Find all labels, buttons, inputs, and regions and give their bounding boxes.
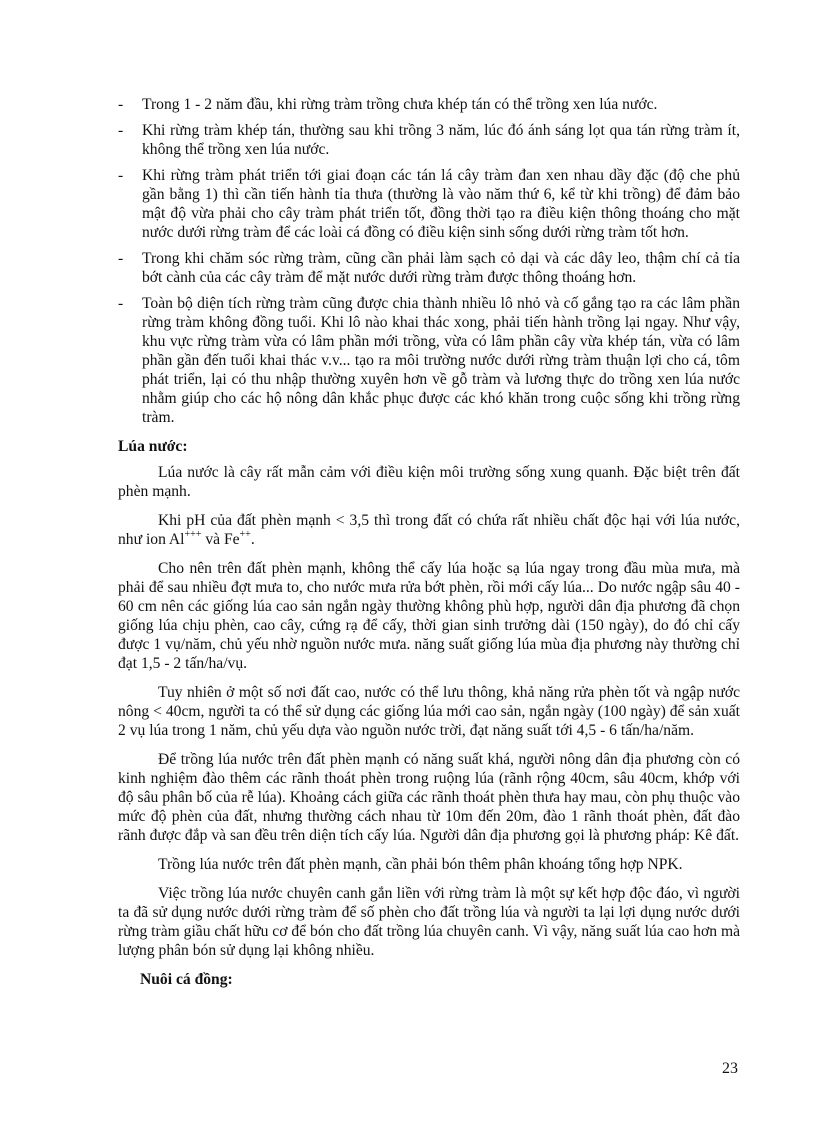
list-item xyxy=(118,95,740,114)
paragraph-ph xyxy=(118,511,740,549)
bullet-list xyxy=(118,95,740,434)
bullet-dash: - xyxy=(118,122,124,139)
paragraph-ph-text: Khi pH của đất phèn mạnh < 3,5 thì trong đất có chứa rất nhiều chất độc hại với lúa nước, như ion Al xyxy=(118,512,740,548)
page-number: 23 xyxy=(722,1060,738,1077)
rice-heading: Lúa nước: xyxy=(118,438,188,455)
paragraph: Lúa nước là cây rất mẫn cảm với điều kiện môi trường sống xung quanh. Đặc biệt trên đất phèn mạnh. xyxy=(118,464,740,500)
bullet-text: Khi rừng tràm phát triển tới giai đoạn các tán lá cây tràm đan xen nhau dầy đặc (độ che phủ gần bằng 1) thì cần tiến hành tỉa thưa (thường là vào năm thứ 6, kể từ khi trồng) để đảm bảo mật độ vừa phải cho cây tràm phát triển tốt, đồng thời tạo ra điều kiện thông thoáng cho mặt nước dưới rừng tràm để các loài cá đồng có điều kiện sinh sống dưới rừng tràm tốt hơn. xyxy=(142,167,740,241)
fish-heading: Nuôi cá đồng: xyxy=(140,971,233,988)
bullet-text: Trong khi chăm sóc rừng tràm, cũng cần phải làm sạch cỏ dại và các dây leo, thậm chí cả tỉa bớt cành của các cây tràm để mặt nước dưới rừng tràm được thông thoáng hơn. xyxy=(142,250,740,286)
bullet-dash: - xyxy=(118,250,124,267)
bullet-text: Trong 1 - 2 năm đầu, khi rừng tràm trồng chưa khép tán có thể trồng xen lúa nước. xyxy=(142,96,658,113)
list-item xyxy=(118,121,740,159)
bullet-dash: - xyxy=(118,167,124,184)
paragraph-ph-mid: và Fe xyxy=(201,531,240,548)
bullet-dash: - xyxy=(118,96,124,113)
paragraph: Việc trồng lúa nước chuyên canh gắn liền với rừng tràm là một sự kết hợp độc đáo, vì người ta đã sử dụng nước dưới rừng tràm để số phèn cho đất trồng lúa và người ta lại lợi dụng nước dưới rừng tràm giầu chất hữu cơ để bón cho đất trồng lúa chuyên canh. Vì vậy, năng suất lúa cao hơn mà lượng phân bón sử dụng lại không nhiều. xyxy=(118,885,740,959)
bullet-text: Toàn bộ diện tích rừng tràm cũng được chia thành nhiều lô nhỏ và cố gắng tạo ra các lâm phần rừng tràm không đồng tuổi. Khi lô nào khai thác xong, phải tiến hành trồng lại ngay. Như vậy, khu vực rừng tràm vừa có lâm phần mới trồng, vừa có lâm phần cây vừa khép tán, vừa có lâm phần gần đến tuổi khai thác v.v... tạo ra môi trường nước dưới rừng tràm thuận lợi cho cá, tôm phát triển, lại có thu nhập thường xuyên hơn về gỗ tràm và lương thực do trồng xen lúa nước nhằm giúp cho các hộ nông dân khắc phục được các khó khăn trong cuộc sống khi trồng rừng tràm. xyxy=(142,295,740,426)
paragraph-ph-end: . xyxy=(250,531,255,548)
paragraph: Tuy nhiên ở một số nơi đất cao, nước có thể lưu thông, khả năng rửa phèn tốt và ngập nước nông < 40cm, người ta có thể sử dụng các giống lúa mới cao sản, ngắn ngày (100 ngày) để sản xuất 2 vụ lúa trong 1 năm, chủ yếu dựa vào nguồn nước trời, đạt năng suất tới 4,5 - 6 tấn/ha/năm. xyxy=(118,684,740,739)
bullet-text: Khi rừng tràm khép tán, thường sau khi trồng 3 năm, lúc đó ánh sáng lọt qua tán rừng tràm ít, không thể trồng xen lúa nước. xyxy=(142,122,740,158)
rice-section xyxy=(118,437,740,989)
list-item xyxy=(118,249,740,287)
list-item xyxy=(118,294,740,427)
fe-ion-charge: ++ xyxy=(239,529,251,540)
bullet-dash: - xyxy=(118,295,124,312)
paragraph: Cho nên trên đất phèn mạnh, không thể cấy lúa hoặc sạ lúa ngay trong đầu mùa mưa, mà phải để sau nhiều đợt mưa to, cho nước mưa rửa bớt phèn, rồi mới cấy lúa... Do nước ngập sâu 40 - 60 cm nên các giống lúa cao sản ngắn ngày thường không phù hợp, người dân địa phương đã chọn giống lúa chịu phèn, cao cây, cứng rạ để cấy, thời gian sinh trưởng dài (150 ngày), do đó chỉ cấy được 1 vụ/năm, chủ yếu nhờ nguồn nước mưa. năng suất giống lúa mùa địa phương này thường chỉ đạt 1,5 - 2 tấn/ha/vụ. xyxy=(118,560,740,672)
paragraph: Trồng lúa nước trên đất phèn mạnh, cần phải bón thêm phân khoáng tổng hợp NPK. xyxy=(158,856,683,873)
list-item xyxy=(118,166,740,242)
al-ion-charge: +++ xyxy=(184,529,202,540)
paragraph: Để trồng lúa nước trên đất phèn mạnh có năng suất khá, người nông dân địa phương còn có kinh nghiệm đào thêm các rãnh thoát phèn trong ruộng lúa (rãnh rộng 40cm, sâu 40cm, khớp với độ sâu phân bố của rễ lúa). Khoảng cách giữa các rãnh thoát phèn thưa hay mau, còn phụ thuộc vào mức độ phèn của đất, nhưng thường cách nhau từ 10m đến 20m, đào 1 rãnh thoát phèn, đất đào rãnh được đắp và san đều trên diện tích cấy lúa. Người dân địa phương gọi là phương pháp: Kê đất. xyxy=(118,751,740,844)
